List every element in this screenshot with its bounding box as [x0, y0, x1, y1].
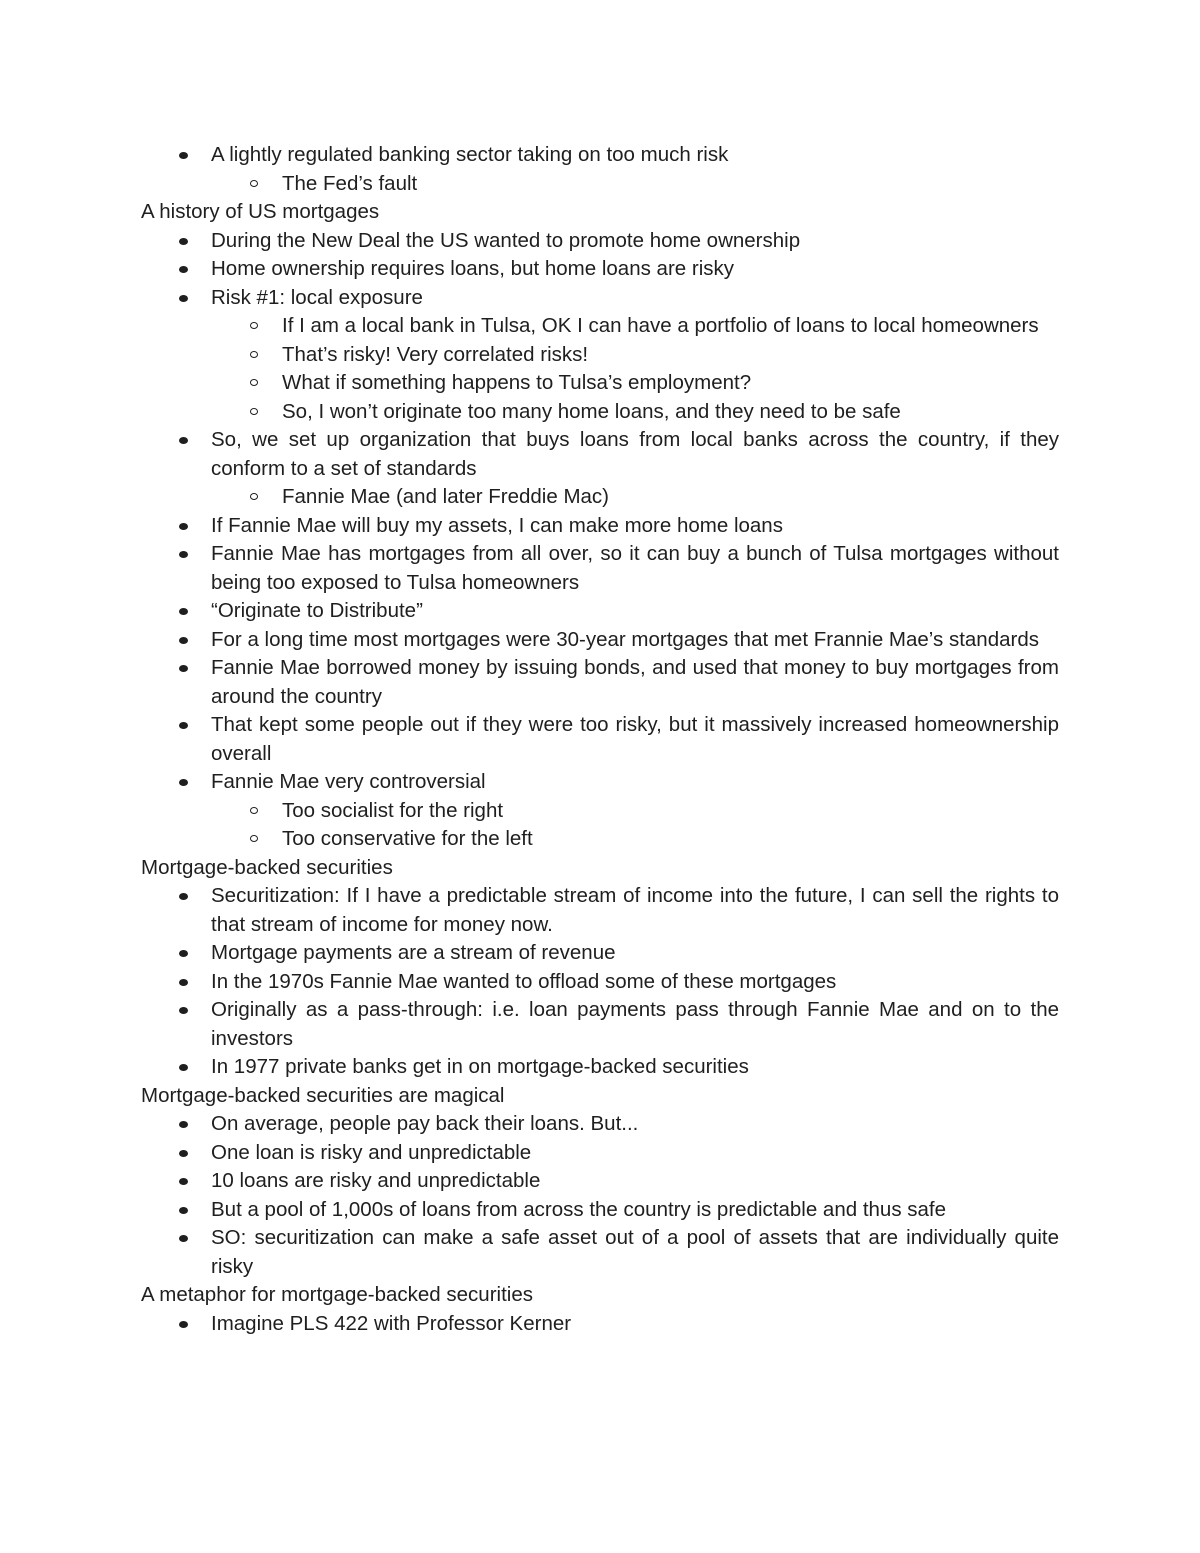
list-item: Risk #1: local exposure [141, 284, 1059, 313]
list-item: Home ownership requires loans, but home loans are risky [141, 255, 1059, 284]
list-item: During the New Deal the US wanted to promote home ownership [141, 227, 1059, 256]
section-heading: A metaphor for mortgage-backed securities [141, 1283, 533, 1306]
list-item: So, we set up organization that buys loans from local banks across the country, if they conform to a set of standards [141, 426, 1059, 483]
sub-list-item: So, I won’t originate too many home loans, and they need to be safe [141, 398, 1059, 427]
list-item: Fannie Mae has mortgages from all over, so it can buy a bunch of Tulsa mortgages without being too exposed to Tulsa homeowners [141, 540, 1059, 597]
sub-list-item: If I am a local bank in Tulsa, OK I can have a portfolio of loans to local homeowners [141, 312, 1059, 341]
section-heading: Mortgage-backed securities are magical [141, 1083, 505, 1107]
section-heading: Mortgage-backed securities [141, 855, 393, 879]
list-item: 10 loans are risky and unpredictable [141, 1167, 1059, 1196]
sub-list-item: Too socialist for the right [141, 797, 1059, 826]
bullet-list [141, 1310, 1059, 1339]
list-item: In 1977 private banks get in on mortgage-backed securities [141, 1053, 1059, 1082]
section-heading: A history of US mortgages [141, 200, 380, 223]
list-item: A lightly regulated banking sector taking on too much risk [141, 141, 1059, 170]
list-item: Securitization: If I have a predictable stream of income into the future, I can sell the rights to that stream of income for money now. [141, 882, 1059, 939]
list-item: If Fannie Mae will buy my assets, I can make more home loans [141, 512, 1059, 541]
bullet-list [141, 227, 1059, 854]
bullet-list [141, 141, 1059, 198]
sub-list-item: Fannie Mae (and later Freddie Mac) [141, 483, 1059, 512]
list-item: That kept some people out if they were too risky, but it massively increased homeownership overall [141, 711, 1059, 768]
list-item: “Originate to Distribute” [141, 597, 1059, 626]
list-item: Imagine PLS 422 with Professor Kerner [141, 1310, 1059, 1339]
list-item: Fannie Mae borrowed money by issuing bonds, and used that money to buy mortgages from around the country [141, 654, 1059, 711]
sub-list-item: The Fed’s fault [141, 170, 1059, 199]
bullet-list [141, 1110, 1059, 1281]
list-item: For a long time most mortgages were 30-year mortgages that met Frannie Mae’s standards [141, 626, 1059, 655]
list-item: But a pool of 1,000s of loans from across the country is predictable and thus safe [141, 1196, 1059, 1225]
sub-list-item: That’s risky! Very correlated risks! [141, 341, 1059, 370]
list-item: On average, people pay back their loans. But... [141, 1110, 1059, 1139]
list-item: Fannie Mae very controversial [141, 768, 1059, 797]
list-item: Originally as a pass-through: i.e. loan payments pass through Fannie Mae and on to the investors [141, 996, 1059, 1053]
sub-list-item: Too conservative for the left [141, 825, 1059, 854]
sub-list-item: What if something happens to Tulsa’s employment? [141, 369, 1059, 398]
list-item: In the 1970s Fannie Mae wanted to offload some of these mortgages [141, 968, 1059, 997]
document-page [141, 141, 1059, 1338]
list-item: SO: securitization can make a safe asset out of a pool of assets that are individually quite risky [141, 1224, 1059, 1281]
bullet-list [141, 882, 1059, 1082]
list-item: One loan is risky and unpredictable [141, 1139, 1059, 1168]
list-item: Mortgage payments are a stream of revenue [141, 939, 1059, 968]
